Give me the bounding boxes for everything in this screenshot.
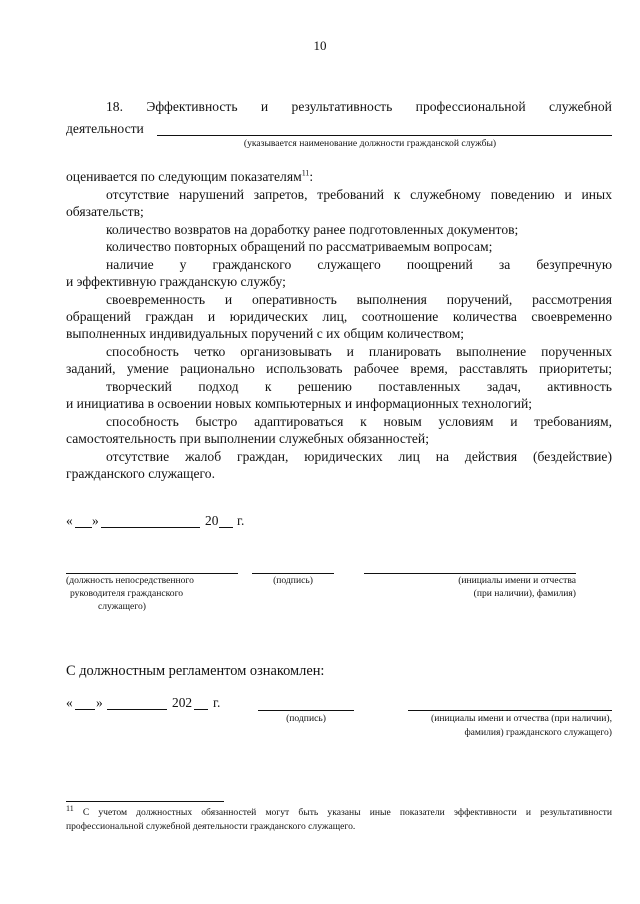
date1-open-quote: « — [66, 513, 73, 528]
position-name-line — [157, 135, 612, 136]
intro-text: оценивается по следующим показателям — [66, 169, 302, 184]
indicator-5-line-1: своевременность и оперативность выполнения поручений, рассмотрения — [106, 292, 612, 307]
employee-name-label-2: фамилия) гражданского служащего) — [464, 727, 612, 738]
indicator-9-line-2: гражданского служащего. — [66, 466, 215, 481]
indicator-5-line-3: выполненных индивидуальных поручений с их общим количеством; — [66, 326, 465, 341]
manager-position-label-1: (должность непосредственного — [66, 575, 194, 586]
item-word: профессиональной — [415, 99, 526, 114]
employee-name-label-1: (инициалы имени и отчества (при наличии), — [431, 713, 612, 724]
date2-year-line — [194, 709, 208, 710]
intro-footnote-ref: 11 — [301, 168, 310, 178]
item-line2-start: деятельности — [66, 121, 144, 136]
employee-signature-label: (подпись) — [286, 713, 326, 724]
indicator-8-line-2: самостоятельность при выполнении служебных обязанностей; — [66, 431, 429, 446]
acquainted-heading: С должностным регламентом ознакомлен: — [66, 663, 325, 679]
indicator-5-line-2: обращений граждан и юридических лиц, соотношение количества своевременно — [66, 309, 612, 324]
indicator-6-line-1: способность четко организовывать и планировать выполнение порученных — [106, 344, 612, 359]
indicator-6-line-2: заданий, умение рационально использовать рабочее время, расставлять приоритеты; — [66, 361, 612, 376]
manager-position-label-2: руководителя гражданского — [70, 588, 184, 599]
date2-close-quote: » — [96, 695, 103, 710]
item-number: 18. — [106, 99, 123, 114]
date2-day-line — [75, 709, 95, 710]
manager-signature-label: (подпись) — [273, 575, 313, 586]
item-word: Эффективность — [146, 99, 238, 114]
date2-open-quote: « — [66, 695, 73, 710]
intro-end: : — [309, 169, 314, 184]
indicator-9-line-1: отсутствие жалоб граждан, юридических лиц на действия (бездействие) — [106, 449, 612, 464]
footnote-separator — [66, 801, 224, 802]
manager-position-line — [66, 573, 238, 574]
date2-month-line — [107, 709, 167, 710]
indicator-1-line-2: обязательств; — [66, 204, 144, 219]
date1-year: 20 — [205, 513, 219, 528]
indicator-4-line-1: наличие у гражданского служащего поощрений за безупречную — [106, 257, 612, 272]
manager-signature-line — [252, 573, 334, 574]
employee-name-line — [408, 710, 612, 711]
indicator-2: количество возвратов на доработку ранее подготовленных документов; — [106, 222, 519, 237]
footnote-ref: 11 — [66, 803, 74, 813]
footnote-line-2: профессиональной служебной деятельности гражданского служащего. — [66, 821, 356, 832]
indicator-8-line-1: способность быстро адаптироваться к новым условиям и требованиям, — [106, 414, 612, 429]
date1-year-line — [219, 527, 233, 528]
date1-close-quote: » — [92, 513, 99, 528]
manager-name-line — [364, 573, 576, 574]
item-word: и — [260, 99, 269, 114]
date2-year: 202 — [172, 695, 193, 710]
date2-year-suffix: г. — [213, 695, 221, 710]
intro-line — [66, 168, 313, 186]
manager-position-label-3: служащего) — [98, 601, 146, 612]
indicator-3: количество повторных обращений по рассматриваемым вопросам; — [106, 239, 493, 254]
manager-name-label-1: (инициалы имени и отчества — [458, 575, 576, 586]
item-word: результативность — [291, 99, 393, 114]
date1-month-line — [101, 527, 200, 528]
indicator-1-line-1: отсутствие нарушений запретов, требований к служебному поведению и иных — [106, 187, 612, 202]
employee-signature-line — [258, 710, 354, 711]
footnote-line-1 — [66, 803, 612, 820]
date1-day-line — [75, 527, 92, 528]
indicator-4-line-2: и эффективную гражданскую службу; — [66, 274, 286, 289]
manager-name-label-2: (при наличии), фамилия) — [473, 588, 576, 599]
item-heading-line — [106, 98, 612, 116]
date1-year-suffix: г. — [237, 513, 245, 528]
indicator-7-line-1: творческий подход к решению поставленных задач, активность — [106, 379, 612, 394]
indicator-7-line-2: и инициатива в освоении новых компьютерных и информационных технологий; — [66, 396, 532, 411]
position-name-hint: (указывается наименование должности гражданской службы) — [243, 138, 497, 149]
page-number: 10 — [313, 38, 327, 53]
item-word: служебной — [548, 99, 612, 114]
footnote-text-1: С учетом должностных обязанностей могут быть указаны иные показатели эффективности и результативности — [82, 807, 612, 818]
